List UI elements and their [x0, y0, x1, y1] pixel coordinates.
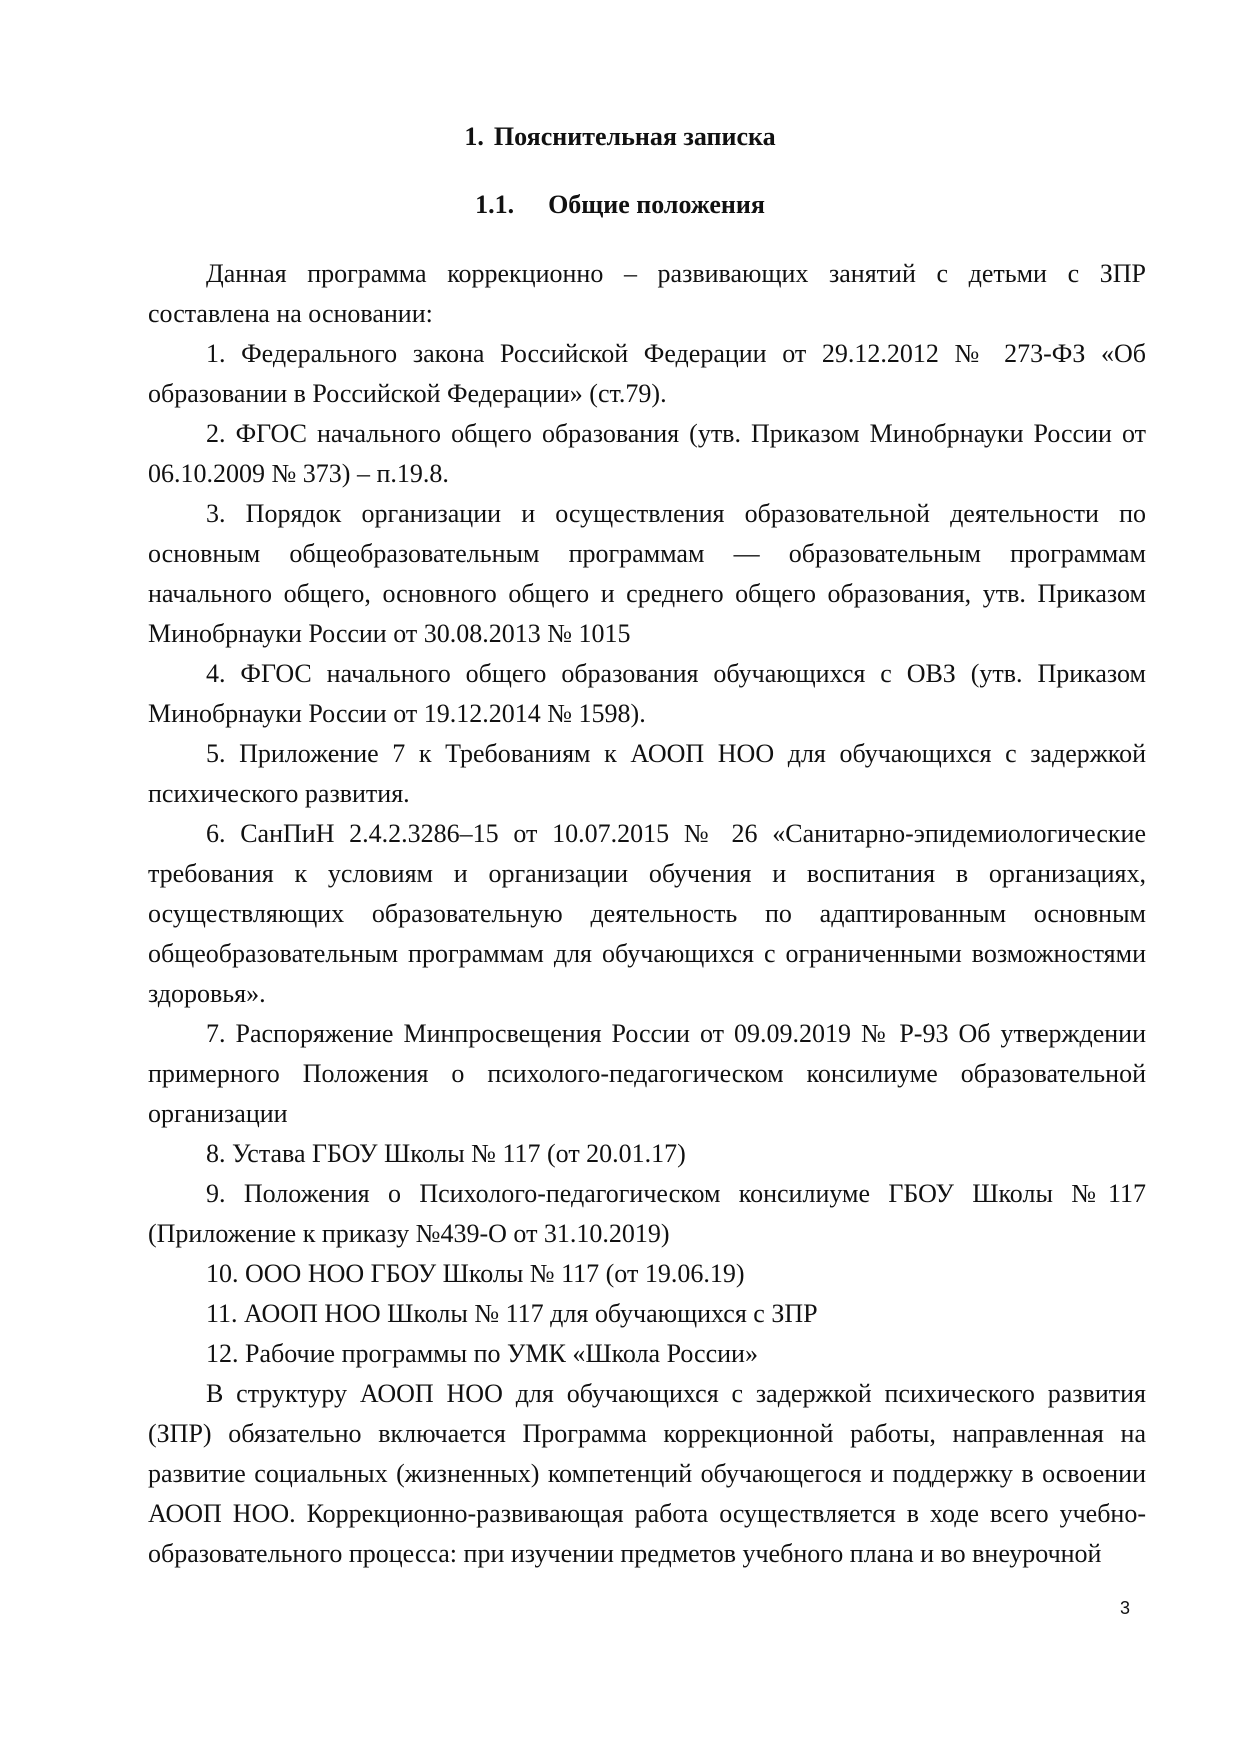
section-title: Пояснительная записка [493, 122, 776, 151]
list-item-6: 6. СанПиН 2.4.2.3286–15 от 10.07.2015 № 26 «Санитарно-эпидемиологические требования к условиям и организации обучения и воспитания в организациях, осуществляющих образовательную деятельность по адаптированным основным общеобразовательным программам для обучающихся с ограниченными возможностями здоровья». [148, 819, 1146, 1008]
closing-paragraph: В структуру АООП НОО для обучающихся с задержкой психического развития (ЗПР) обязательно включается Программа коррекционной работы, направленная на развитие социальных (жизненных) компетенций обучающегося и поддержку в освоении АООП НОО. Коррекционно-развивающая работа осуществляется в ходе всего учебно-образовательного процесса: при изучении предметов учебного плана и во внеурочной [148, 1379, 1146, 1568]
list-item-2: 2. ФГОС начального общего образования (утв. Приказом Минобрнауки России от 06.10.2009 № 373) – п.19.8. [148, 419, 1146, 488]
page-number: 3 [1120, 1598, 1131, 1618]
list-item-3: 3. Порядок организации и осуществления образовательной деятельности по основным общеобразовательным программам — образовательным программам начального общего, основного общего и среднего общего образования, утв. Приказом Минобрнауки России от 30.08.2013 № 1015 [148, 499, 1146, 648]
list-item-8: 8. Устава ГБОУ Школы № 117 (от 20.01.17) [206, 1139, 686, 1168]
list-item-11: 11. АООП НОО Школы № 117 для обучающихся с ЗПР [206, 1299, 818, 1328]
subsection-title: Общие положения [548, 190, 765, 219]
intro-paragraph: Данная программа коррекционно – развивающих занятий с детьми с ЗПР составлена на основании: [148, 259, 1146, 328]
list-item-9: 9. Положения о Психолого-педагогическом консилиуме ГБОУ Школы №117 (Приложение к приказу №439-О от 31.10.2019) [148, 1179, 1146, 1248]
body-text [148, 254, 1146, 1574]
subsection-number: 1.1. [475, 190, 515, 219]
list-item-5: 5. Приложение 7 к Требованиям к АООП НОО для обучающихся с задержкой психического развития. [148, 739, 1146, 808]
subsection-heading [0, 188, 1240, 222]
list-item-10: 10. ООО НОО ГБОУ Школы № 117 (от 19.06.19) [206, 1259, 745, 1288]
section-heading [0, 120, 1240, 154]
section-number: 1. [464, 122, 484, 151]
list-item-7: 7. Распоряжение Минпросвещения России от 09.09.2019 № Р-93 Об утверждении примерного Положения о психолого-педагогическом консилиуме образовательной организации [148, 1019, 1146, 1128]
list-item-1: 1. Федерального закона Российской Федерации от 29.12.2012 № 273-ФЗ «Об образовании в Российской Федерации» (ст.79). [148, 339, 1146, 408]
list-item-12: 12. Рабочие программы по УМК «Школа России» [206, 1339, 758, 1368]
list-item-4: 4. ФГОС начального общего образования обучающихся с ОВЗ (утв. Приказом Минобрнауки России от 19.12.2014 № 1598). [148, 659, 1146, 728]
